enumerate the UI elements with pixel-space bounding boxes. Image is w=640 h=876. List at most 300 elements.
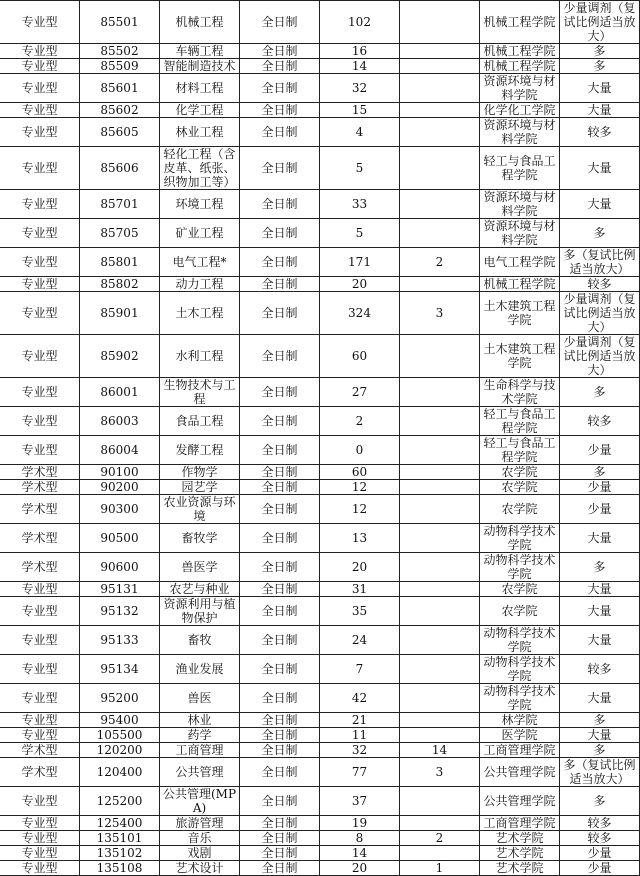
cell-code: 95132 [80,597,160,626]
cell-count: 24 [320,626,400,655]
cell-extra: 2 [400,831,480,846]
table-body [0,1,640,876]
cell-college: 农学院 [480,495,560,524]
cell-major: 畜牧学 [160,524,240,553]
cell-code: 120400 [80,758,160,787]
cell-major: 轻化工程（含皮革、纸张、织物加工等） [160,147,240,190]
table-row [0,44,640,59]
cell-extra [400,597,480,626]
cell-major: 旅游管理 [160,816,240,831]
cell-major: 公共管理(MPA) [160,787,240,816]
cell-extra: 3 [400,292,480,335]
cell-count: 19 [320,816,400,831]
cell-major: 材料工程 [160,74,240,103]
cell-type: 专业型 [0,787,80,816]
cell-code: 85705 [80,219,160,248]
cell-extra [400,103,480,118]
cell-mode: 全日制 [240,597,320,626]
cell-code: 95400 [80,713,160,728]
cell-extra [400,465,480,480]
cell-adjust-level: 少量调剂（复试比例适当放大） [560,335,640,378]
cell-extra [400,524,480,553]
cell-count: 32 [320,74,400,103]
table-row [0,103,640,118]
table-row [0,553,640,582]
cell-extra [400,816,480,831]
cell-count: 14 [320,59,400,74]
cell-extra [400,626,480,655]
table-row [0,277,640,292]
cell-college: 机械工程学院 [480,1,560,44]
table-row [0,597,640,626]
cell-adjust-level: 较多 [560,277,640,292]
cell-adjust-level: 大量 [560,684,640,713]
cell-college: 轻工与食品工程学院 [480,407,560,436]
cell-type: 专业型 [0,190,80,219]
cell-mode: 全日制 [240,480,320,495]
cell-adjust-level: 较多 [560,118,640,147]
table-row [0,59,640,74]
cell-adjust-level: 较多 [560,816,640,831]
cell-mode: 全日制 [240,713,320,728]
table-row [0,465,640,480]
cell-code: 135102 [80,846,160,861]
cell-major: 动力工程 [160,277,240,292]
cell-mode: 全日制 [240,524,320,553]
cell-adjust-level: 多（复试比例适当放大） [560,248,640,277]
cell-college: 公共管理学院 [480,758,560,787]
table-row [0,147,640,190]
table-row [0,335,640,378]
cell-major: 机械工程 [160,1,240,44]
cell-college: 轻工与食品工程学院 [480,436,560,465]
cell-count: 12 [320,480,400,495]
cell-college: 工商管理学院 [480,816,560,831]
cell-adjust-level: 少量调剂（复试比例适当放大） [560,1,640,44]
table-row [0,436,640,465]
cell-mode: 全日制 [240,44,320,59]
cell-type: 专业型 [0,816,80,831]
cell-type: 专业型 [0,378,80,407]
cell-major: 兽医学 [160,553,240,582]
cell-extra [400,74,480,103]
cell-mode: 全日制 [240,118,320,147]
cell-adjust-level: 少量 [560,436,640,465]
cell-extra [400,335,480,378]
cell-extra [400,846,480,861]
cell-extra: 14 [400,743,480,758]
cell-code: 105500 [80,728,160,743]
cell-major: 土木工程 [160,292,240,335]
cell-type: 专业型 [0,684,80,713]
cell-college: 化学化工学院 [480,103,560,118]
cell-count: 2 [320,407,400,436]
cell-mode: 全日制 [240,219,320,248]
cell-type: 学术型 [0,495,80,524]
cell-extra [400,407,480,436]
cell-college: 农学院 [480,465,560,480]
cell-major: 水利工程 [160,335,240,378]
cell-code: 135108 [80,861,160,876]
cell-code: 120200 [80,743,160,758]
table-row [0,480,640,495]
cell-type: 专业型 [0,74,80,103]
cell-college: 机械工程学院 [480,277,560,292]
cell-college: 动物科学技术学院 [480,684,560,713]
cell-extra [400,147,480,190]
cell-adjust-level: 较多 [560,407,640,436]
cell-college: 艺术学院 [480,861,560,876]
table-row [0,292,640,335]
cell-count: 21 [320,713,400,728]
cell-mode: 全日制 [240,846,320,861]
cell-college: 医学院 [480,728,560,743]
cell-college: 动物科学技术学院 [480,524,560,553]
cell-type: 专业型 [0,831,80,846]
cell-extra [400,277,480,292]
cell-major: 林业 [160,713,240,728]
cell-code: 125200 [80,787,160,816]
cell-code: 86001 [80,378,160,407]
cell-adjust-level: 大量 [560,582,640,597]
cell-adjust-level: 大量 [560,728,640,743]
cell-college: 农学院 [480,480,560,495]
cell-extra [400,59,480,74]
cell-mode: 全日制 [240,758,320,787]
table-row [0,846,640,861]
cell-code: 86004 [80,436,160,465]
cell-adjust-level: 多 [560,59,640,74]
cell-extra [400,44,480,59]
cell-count: 20 [320,861,400,876]
cell-mode: 全日制 [240,743,320,758]
cell-mode: 全日制 [240,147,320,190]
cell-college: 资源环境与材料学院 [480,118,560,147]
cell-count: 16 [320,44,400,59]
cell-college: 土木建筑工程学院 [480,292,560,335]
cell-extra [400,553,480,582]
cell-adjust-level: 少量 [560,846,640,861]
cell-major: 农业资源与环境 [160,495,240,524]
cell-type: 专业型 [0,59,80,74]
cell-mode: 全日制 [240,582,320,597]
cell-code: 85802 [80,277,160,292]
cell-code: 85901 [80,292,160,335]
cell-major: 戏剧 [160,846,240,861]
cell-type: 专业型 [0,861,80,876]
cell-mode: 全日制 [240,684,320,713]
cell-mode: 全日制 [240,728,320,743]
cell-adjust-level: 大量 [560,626,640,655]
cell-college: 轻工与食品工程学院 [480,147,560,190]
cell-type: 学术型 [0,743,80,758]
cell-count: 15 [320,103,400,118]
cell-code: 85602 [80,103,160,118]
cell-major: 电气工程* [160,248,240,277]
cell-type: 专业型 [0,219,80,248]
cell-adjust-level: 较多 [560,655,640,684]
cell-major: 畜牧 [160,626,240,655]
cell-count: 0 [320,436,400,465]
cell-code: 90500 [80,524,160,553]
cell-code: 95133 [80,626,160,655]
cell-mode: 全日制 [240,626,320,655]
cell-college: 电气工程学院 [480,248,560,277]
cell-adjust-level: 多（复试比例适当放大） [560,758,640,787]
cell-code: 85502 [80,44,160,59]
cell-count: 27 [320,378,400,407]
cell-extra [400,118,480,147]
cell-major: 车辆工程 [160,44,240,59]
cell-college: 工商管理学院 [480,743,560,758]
cell-extra [400,655,480,684]
cell-count: 37 [320,787,400,816]
table-row [0,74,640,103]
cell-major: 农艺与种业 [160,582,240,597]
cell-mode: 全日制 [240,553,320,582]
cell-code: 85701 [80,190,160,219]
cell-adjust-level: 少量调剂（复试比例适当放大） [560,292,640,335]
cell-extra [400,378,480,407]
cell-major: 园艺学 [160,480,240,495]
cell-extra [400,436,480,465]
cell-major: 兽医 [160,684,240,713]
cell-count: 33 [320,190,400,219]
cell-type: 学术型 [0,465,80,480]
cell-college: 农学院 [480,582,560,597]
cell-major: 资源利用与植物保护 [160,597,240,626]
cell-count: 20 [320,553,400,582]
cell-college: 公共管理学院 [480,787,560,816]
cell-type: 专业型 [0,335,80,378]
cell-code: 85801 [80,248,160,277]
cell-count: 20 [320,277,400,292]
cell-type: 专业型 [0,407,80,436]
cell-type: 专业型 [0,248,80,277]
cell-college: 动物科学技术学院 [480,553,560,582]
cell-type: 专业型 [0,277,80,292]
cell-major: 矿业工程 [160,219,240,248]
cell-college: 资源环境与材料学院 [480,190,560,219]
cell-college: 动物科学技术学院 [480,655,560,684]
cell-type: 专业型 [0,147,80,190]
table-row [0,190,640,219]
cell-mode: 全日制 [240,378,320,407]
cell-college: 机械工程学院 [480,44,560,59]
cell-mode: 全日制 [240,495,320,524]
cell-mode: 全日制 [240,292,320,335]
cell-extra [400,219,480,248]
cell-college: 农学院 [480,597,560,626]
table-row [0,816,640,831]
cell-adjust-level: 少量 [560,861,640,876]
cell-type: 专业型 [0,118,80,147]
cell-count: 5 [320,219,400,248]
table-row [0,713,640,728]
cell-type: 专业型 [0,713,80,728]
cell-code: 85601 [80,74,160,103]
cell-type: 学术型 [0,524,80,553]
cell-code: 95131 [80,582,160,597]
cell-major: 发酵工程 [160,436,240,465]
cell-code: 90600 [80,553,160,582]
cell-mode: 全日制 [240,655,320,684]
cell-code: 85902 [80,335,160,378]
table-row [0,407,640,436]
cell-extra [400,713,480,728]
cell-college: 动物科学技术学院 [480,626,560,655]
cell-major: 工商管理 [160,743,240,758]
cell-major: 药学 [160,728,240,743]
table-row [0,831,640,846]
cell-mode: 全日制 [240,190,320,219]
cell-code: 90200 [80,480,160,495]
cell-code: 85605 [80,118,160,147]
cell-type: 专业型 [0,655,80,684]
cell-count: 32 [320,743,400,758]
cell-mode: 全日制 [240,103,320,118]
cell-extra [400,190,480,219]
cell-mode: 全日制 [240,335,320,378]
cell-college: 资源环境与材料学院 [480,219,560,248]
cell-count: 31 [320,582,400,597]
cell-mode: 全日制 [240,59,320,74]
cell-type: 专业型 [0,436,80,465]
cell-adjust-level: 少量 [560,480,640,495]
cell-type: 专业型 [0,292,80,335]
cell-college: 艺术学院 [480,846,560,861]
cell-adjust-level: 多 [560,465,640,480]
cell-extra [400,495,480,524]
cell-adjust-level: 多 [560,787,640,816]
cell-mode: 全日制 [240,74,320,103]
table-row [0,684,640,713]
cell-extra: 1 [400,861,480,876]
cell-extra [400,728,480,743]
cell-major: 音乐 [160,831,240,846]
cell-code: 85509 [80,59,160,74]
cell-major: 生物技术与工程 [160,378,240,407]
table-row [0,495,640,524]
cell-major: 环境工程 [160,190,240,219]
cell-type: 专业型 [0,728,80,743]
cell-count: 4 [320,118,400,147]
cell-adjust-level: 多 [560,44,640,59]
cell-extra [400,684,480,713]
cell-adjust-level: 大量 [560,103,640,118]
cell-type: 专业型 [0,103,80,118]
cell-code: 86003 [80,407,160,436]
cell-mode: 全日制 [240,787,320,816]
cell-college: 生命科学与技术学院 [480,378,560,407]
table-row [0,626,640,655]
cell-major: 智能制造技术 [160,59,240,74]
cell-adjust-level: 大量 [560,597,640,626]
cell-adjust-level: 大量 [560,190,640,219]
cell-type: 专业型 [0,846,80,861]
cell-count: 13 [320,524,400,553]
cell-type: 专业型 [0,597,80,626]
cell-major: 作物学 [160,465,240,480]
cell-type: 专业型 [0,44,80,59]
cell-college: 艺术学院 [480,831,560,846]
cell-code: 90100 [80,465,160,480]
cell-college: 土木建筑工程学院 [480,335,560,378]
cell-major: 化学工程 [160,103,240,118]
cell-extra [400,582,480,597]
cell-type: 学术型 [0,553,80,582]
cell-mode: 全日制 [240,816,320,831]
cell-mode: 全日制 [240,277,320,292]
cell-count: 11 [320,728,400,743]
cell-count: 12 [320,495,400,524]
cell-count: 42 [320,684,400,713]
cell-count: 102 [320,1,400,44]
cell-mode: 全日制 [240,861,320,876]
cell-extra [400,480,480,495]
cell-count: 35 [320,597,400,626]
table-row [0,787,640,816]
cell-adjust-level: 大量 [560,524,640,553]
cell-count: 171 [320,248,400,277]
cell-adjust-level: 多 [560,553,640,582]
cell-code: 85501 [80,1,160,44]
cell-adjust-level: 大量 [560,147,640,190]
table-row [0,524,640,553]
cell-college: 资源环境与材料学院 [480,74,560,103]
cell-adjust-level: 大量 [560,74,640,103]
cell-mode: 全日制 [240,831,320,846]
cell-count: 14 [320,846,400,861]
cell-type: 专业型 [0,626,80,655]
table-row [0,655,640,684]
cell-type: 学术型 [0,480,80,495]
cell-count: 60 [320,335,400,378]
table-row [0,582,640,597]
cell-count: 77 [320,758,400,787]
cell-type: 学术型 [0,758,80,787]
cell-major: 渔业发展 [160,655,240,684]
table-row [0,248,640,277]
cell-major: 公共管理 [160,758,240,787]
cell-code: 85606 [80,147,160,190]
cell-mode: 全日制 [240,465,320,480]
cell-count: 60 [320,465,400,480]
cell-college: 机械工程学院 [480,59,560,74]
cell-extra: 3 [400,758,480,787]
cell-count: 8 [320,831,400,846]
table-row [0,1,640,44]
cell-code: 125400 [80,816,160,831]
cell-mode: 全日制 [240,248,320,277]
cell-college: 林学院 [480,713,560,728]
cell-code: 135101 [80,831,160,846]
cell-major: 食品工程 [160,407,240,436]
cell-code: 95200 [80,684,160,713]
table-row [0,378,640,407]
cell-type: 专业型 [0,1,80,44]
cell-mode: 全日制 [240,1,320,44]
cell-code: 90300 [80,495,160,524]
cell-mode: 全日制 [240,407,320,436]
cell-adjust-level: 多 [560,219,640,248]
cell-adjust-level: 多 [560,713,640,728]
cell-mode: 全日制 [240,436,320,465]
table-row [0,743,640,758]
table-row [0,758,640,787]
table-row [0,219,640,248]
cell-adjust-level: 较多 [560,831,640,846]
